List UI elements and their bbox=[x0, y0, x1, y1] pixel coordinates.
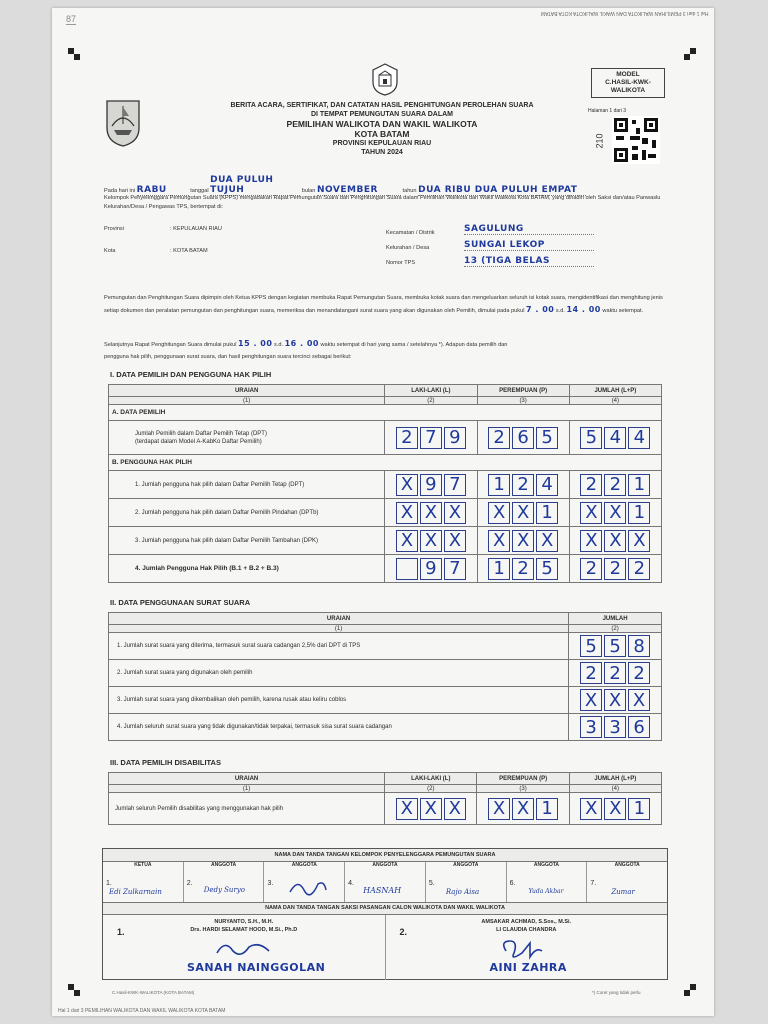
time2-start: 15 . 00 bbox=[238, 339, 273, 348]
digit-box: X bbox=[488, 798, 510, 820]
col-laki: LAKI-LAKI (L) bbox=[385, 385, 477, 397]
col-perempuan: PEREMPUAN (P) bbox=[477, 385, 569, 397]
signature-scribble-icon bbox=[496, 937, 546, 963]
digit-box: 2 bbox=[628, 662, 650, 684]
b-row-laki bbox=[385, 471, 477, 499]
footer-left: C.Hasil-KWK-WALIKOTA (KOTA BATAM) bbox=[112, 990, 195, 995]
s2-row-label: 3. Jumlah surat suara yang dikembalikan oleh pemilih, karena rusak atau keliru coblos bbox=[109, 687, 569, 714]
title-line-2: DI TEMPAT PEMUNGUTAN SUARA DALAM bbox=[310, 111, 454, 118]
kpu-emblem-icon bbox=[370, 62, 400, 96]
location-block bbox=[104, 224, 664, 274]
s2-row-value bbox=[569, 687, 662, 714]
s3-row-label: Jumlah seluruh Pemilih disabilitas yang menggunakan hak pilih bbox=[109, 793, 385, 825]
digit-box: 4 bbox=[536, 474, 558, 496]
digit-box: X bbox=[512, 502, 534, 524]
digit-box: 3 bbox=[580, 716, 602, 738]
b-row-jumlah bbox=[569, 499, 661, 527]
model-line: WALIKOTA bbox=[610, 87, 646, 94]
digit-box: 9 bbox=[420, 558, 442, 580]
col-num: (1) bbox=[109, 625, 569, 633]
kpps-num: 6. bbox=[509, 880, 516, 887]
paragraph-2 bbox=[104, 338, 684, 363]
section-2-title: II. DATA PENGGUNAAN SURAT SUARA bbox=[110, 598, 251, 607]
kpps-cell bbox=[264, 862, 345, 902]
form-code: 210 bbox=[594, 133, 605, 149]
registration-mark bbox=[684, 990, 690, 996]
section-3-title: III. DATA PEMILIH DISABILITAS bbox=[110, 758, 221, 767]
registration-mark bbox=[684, 54, 690, 60]
digit-box: 2 bbox=[488, 427, 510, 449]
a-label: A. DATA PEMILIH bbox=[109, 405, 662, 421]
digit-box: X bbox=[628, 530, 650, 552]
tanggal-value: DUA PULUH TUJUH bbox=[210, 175, 300, 196]
digit-box: X bbox=[396, 474, 418, 496]
tahun-label: tahun bbox=[402, 188, 417, 194]
digit-box: 3 bbox=[604, 716, 626, 738]
b-row-label: 1. Jumlah pengguna hak pilih dalam Daftar Pemilih Tetap (DPT) bbox=[109, 471, 385, 499]
footer-strip: Hal 1 dari 3 PEMILIHAN WALIKOTA DAN WAKIL WALIKOTA KOTA BATAM bbox=[58, 1008, 226, 1014]
para2a-text: Selanjutnya Rapat Penghitungan Suara dimulai pukul bbox=[104, 342, 237, 348]
form-sheet bbox=[52, 8, 714, 1016]
digit-box: 5 bbox=[604, 635, 626, 657]
saksi-num: 2. bbox=[399, 927, 408, 937]
kecamatan-value: SAGULUNG bbox=[464, 224, 594, 235]
digit-box: X bbox=[396, 502, 418, 524]
kpps-num: 2. bbox=[186, 880, 193, 887]
registration-mark bbox=[690, 48, 696, 54]
b-row-label: 3. Jumlah pengguna hak pilih dalam Daftar Pemilih Tambahan (DPK) bbox=[109, 527, 385, 555]
tps-label: Nomor TPS bbox=[386, 260, 416, 266]
digit-box: 2 bbox=[512, 558, 534, 580]
s2-row-label: 2. Jumlah surat suara yang digunakan oleh pemilih bbox=[109, 660, 569, 687]
signature-scribble-icon bbox=[288, 876, 328, 898]
kpps-role: ANGGOTA bbox=[291, 862, 317, 868]
hari-label: Pada hari ini bbox=[104, 188, 136, 194]
digit-box: X bbox=[420, 798, 442, 820]
b-row-jumlah bbox=[569, 471, 661, 499]
digit-box: 2 bbox=[604, 474, 626, 496]
kelurahan-value: SUNGAI LEKOP bbox=[464, 240, 594, 251]
col-laki: LAKI-LAKI (L) bbox=[385, 773, 477, 785]
model-line: C.HASIL-KWK- bbox=[605, 79, 651, 86]
section-2-table bbox=[108, 612, 662, 741]
kpps-num: 4. bbox=[348, 880, 354, 887]
digit-box: 5 bbox=[536, 558, 558, 580]
col-num: (3) bbox=[477, 397, 569, 405]
digit-box: X bbox=[488, 530, 510, 552]
digit-box: 5 bbox=[536, 427, 558, 449]
registration-mark bbox=[74, 54, 80, 60]
b-row-perempuan bbox=[477, 527, 569, 555]
kpps-role: ANGGOTA bbox=[372, 862, 398, 868]
digit-box: X bbox=[444, 798, 466, 820]
s2-row-value bbox=[569, 633, 662, 660]
saksi2-name: AINI ZAHRA bbox=[489, 961, 567, 974]
digit-box: 1 bbox=[488, 474, 510, 496]
form-title bbox=[172, 101, 592, 157]
digit-box: X bbox=[420, 530, 442, 552]
kpps-header: NAMA DAN TANDA TANGAN KELOMPOK PENYELENGGARA PEMUNGUTAN SUARA bbox=[103, 849, 667, 862]
digit-box: 4 bbox=[604, 427, 626, 449]
digit-box: 6 bbox=[628, 716, 650, 738]
b-row-total-label: 4. Jumlah Pengguna Hak Pilih (B.1 + B.2 + B.3) bbox=[109, 555, 385, 583]
digit-box: X bbox=[580, 502, 602, 524]
saksi2-candidate-2: LI CLAUDIA CHANDRA bbox=[496, 927, 557, 933]
kpps-cell bbox=[507, 862, 588, 902]
kpps-num: 3. bbox=[267, 880, 274, 887]
b-row-laki bbox=[385, 499, 477, 527]
b-row-laki bbox=[385, 555, 477, 583]
kpps-cell bbox=[587, 862, 667, 902]
tahun-value: DUA RIBU DUA PULUH EMPAT bbox=[418, 185, 586, 196]
saksi1-candidate-1: NURYANTO, S.H., M.H. bbox=[214, 919, 274, 925]
digit-box: 6 bbox=[512, 427, 534, 449]
kpps-signature: HASNAH bbox=[363, 886, 402, 895]
tps-value: 13 (TIGA BELAS bbox=[464, 256, 594, 267]
digit-box: X bbox=[604, 530, 626, 552]
saksi1-name: SANAH NAINGGOLAN bbox=[187, 961, 326, 974]
kota-label: Kota bbox=[104, 248, 116, 254]
provinsi-value: : KEPULAUAN RIAU bbox=[170, 226, 222, 232]
registration-mark bbox=[690, 984, 696, 990]
digit-box: 8 bbox=[628, 635, 650, 657]
saksi-cell-1 bbox=[103, 915, 386, 980]
digit-box bbox=[396, 558, 418, 580]
a-row-perempuan bbox=[477, 421, 569, 455]
batam-emblem-icon bbox=[104, 98, 142, 148]
title-line-6: TAHUN 2024 bbox=[361, 149, 403, 156]
time1-after: waktu setempat. bbox=[602, 308, 644, 314]
digit-box: X bbox=[580, 689, 602, 711]
digit-box: 5 bbox=[580, 427, 602, 449]
a-row-jumlah bbox=[569, 421, 661, 455]
b-row-perempuan bbox=[477, 499, 569, 527]
kpps-role: KETUA bbox=[134, 862, 152, 868]
kecamatan-label: Kecamatan / Distrik bbox=[386, 230, 435, 236]
date-line bbox=[104, 175, 664, 196]
kpps-role: ANGGOTA bbox=[614, 862, 640, 868]
section-1-title: I. DATA PEMILIH DAN PENGGUNA HAK PILIH bbox=[110, 370, 272, 379]
s2-row-label: 1. Jumlah surat suara yang diterima, termasuk surat suara cadangan 2,5% dari DPT di TPS bbox=[109, 633, 569, 660]
kpps-signature: Rajo Aisa bbox=[445, 888, 480, 896]
digit-box: 2 bbox=[628, 558, 650, 580]
digit-box: 1 bbox=[536, 502, 558, 524]
col-perempuan: PEREMPUAN (P) bbox=[477, 773, 569, 785]
digit-box: X bbox=[512, 798, 534, 820]
time2-end: 16 . 00 bbox=[284, 339, 319, 348]
s2-row-value bbox=[569, 660, 662, 687]
kpps-num: 5. bbox=[428, 880, 435, 887]
digit-box: 2 bbox=[580, 474, 602, 496]
digit-box: X bbox=[580, 530, 602, 552]
footer-right: *) Coret yang tidak perlu bbox=[592, 990, 641, 995]
col-jumlah: JUMLAH (L+P) bbox=[569, 773, 661, 785]
s3-row-laki bbox=[385, 793, 477, 825]
saksi-num: 1. bbox=[117, 927, 125, 937]
bulan-value: NOVEMBER bbox=[317, 185, 401, 196]
digit-box: X bbox=[536, 530, 558, 552]
saksi-row bbox=[103, 915, 667, 980]
saksi-cell-2 bbox=[386, 915, 668, 980]
title-line-5: PROVINSI KEPULAUAN RIAU bbox=[332, 140, 432, 147]
digit-box: 2 bbox=[604, 662, 626, 684]
qr-code-icon bbox=[612, 116, 660, 164]
kpps-role: ANGGOTA bbox=[453, 862, 479, 868]
col-num: (2) bbox=[385, 785, 477, 793]
col-uraian: URAIAN bbox=[109, 385, 385, 397]
paragraph-1 bbox=[104, 292, 664, 317]
digit-box: X bbox=[604, 502, 626, 524]
digit-box: 1 bbox=[628, 474, 650, 496]
digit-box: 1 bbox=[628, 798, 650, 820]
digit-box: 4 bbox=[628, 427, 650, 449]
page-number: 87 bbox=[66, 14, 77, 24]
bulan-label: bulan bbox=[301, 188, 316, 194]
digit-box: X bbox=[444, 502, 466, 524]
digit-box: X bbox=[444, 530, 466, 552]
col-num: (2) bbox=[385, 397, 477, 405]
col-num: (3) bbox=[477, 785, 569, 793]
s3-row-jumlah bbox=[569, 793, 661, 825]
col-uraian: URAIAN bbox=[109, 613, 569, 625]
digit-box: 2 bbox=[580, 558, 602, 580]
kpps-num: 7. bbox=[590, 880, 597, 887]
halaman-label: Halaman 1 dari 3 bbox=[588, 108, 627, 114]
kpps-row bbox=[103, 862, 667, 903]
section-3-table bbox=[108, 772, 662, 825]
time2-sd: s.d. bbox=[273, 342, 284, 348]
b-row-jumlah bbox=[569, 555, 661, 583]
kelurahan-label: Kelurahan / Desa bbox=[386, 245, 430, 251]
model-box bbox=[591, 68, 665, 98]
time2-after: waktu setempat di hari yang sama / setelahnya *). Adapun data pemilih dan bbox=[320, 342, 508, 348]
col-num: (1) bbox=[109, 785, 385, 793]
a-row-laki bbox=[385, 421, 477, 455]
kpps-cell bbox=[345, 862, 426, 902]
tanggal-label: tanggal bbox=[190, 188, 209, 194]
digit-box: 1 bbox=[536, 798, 558, 820]
saksi2-candidate-1: AMSAKAR ACHMAD, S.Sos., M.Si. bbox=[481, 919, 572, 925]
col-jumlah: JUMLAH (L+P) bbox=[569, 385, 661, 397]
b-row-perempuan bbox=[477, 555, 569, 583]
s3-row-perempuan bbox=[477, 793, 569, 825]
kpps-signature: Edi Zulkarnain bbox=[109, 888, 162, 896]
digit-box: X bbox=[604, 689, 626, 711]
model-line: MODEL bbox=[616, 71, 640, 78]
section-1-table bbox=[108, 384, 662, 583]
title-line-1: BERITA ACARA, SERTIFIKAT, DAN CATATAN HASIL PENGHITUNGAN PEROLEHAN SUARA bbox=[230, 102, 534, 109]
kpps-num: 1. bbox=[106, 880, 112, 887]
digit-box: X bbox=[488, 502, 510, 524]
time1-start: 7 . 00 bbox=[526, 305, 555, 314]
col-uraian: URAIAN bbox=[109, 773, 385, 785]
hari-value: RABU bbox=[137, 185, 189, 196]
digit-box: 2 bbox=[604, 558, 626, 580]
digit-box: 9 bbox=[420, 474, 442, 496]
kpps-signature: Zumar bbox=[611, 888, 635, 896]
b-label: B. PENGGUNA HAK PILIH bbox=[109, 455, 662, 471]
signature-scribble-icon bbox=[213, 939, 273, 961]
digit-box: 7 bbox=[420, 427, 442, 449]
saksi-header: NAMA DAN TANDA TANGAN SAKSI PASANGAN CALON WALIKOTA DAN WAKIL WALIKOTA bbox=[103, 903, 667, 915]
signature-block bbox=[102, 848, 668, 980]
digit-box: 1 bbox=[488, 558, 510, 580]
b-row-laki bbox=[385, 527, 477, 555]
col-num: (4) bbox=[569, 397, 661, 405]
s2-row-label: 4. Jumlah seluruh surat suara yang tidak digunakan/tidak terpakai, termasuk sisa surat suara cadangan bbox=[109, 714, 569, 741]
digit-box: 2 bbox=[580, 662, 602, 684]
kpps-cell bbox=[426, 862, 507, 902]
intro-text: Kelompok Penyelenggara Pemungutan Suara (KPPS) mengadakan Rapat Pemungutan Suara dan Penghitungan Suara dalam Pemilihan Walikota dan Wakil Walikota Kota BATAM, yang dihadiri oleh Saksi dan/atau Panwaslu Kelurahan/Desa / Pengawas TPS, bertempat di: bbox=[104, 195, 661, 210]
digit-box: 2 bbox=[512, 474, 534, 496]
kpps-role: ANGGOTA bbox=[210, 862, 237, 868]
digit-box: X bbox=[512, 530, 534, 552]
s2-row-value bbox=[569, 714, 662, 741]
kota-value: : KOTA BATAM bbox=[170, 248, 208, 254]
para2b-text: pengguna hak pilih, penggunaan surat suara, dan hasil penghitungan suara tercinci sebagai berikut: bbox=[104, 354, 352, 360]
digit-box: X bbox=[396, 530, 418, 552]
title-line-4: KOTA BATAM bbox=[354, 129, 410, 139]
header-strip: Hal 1 dari 3 PEMILIHAN WALIKOTA DAN WAKIL WALIKOTA KOTA BATAM bbox=[540, 10, 708, 16]
b-row-jumlah bbox=[569, 527, 661, 555]
registration-mark bbox=[74, 990, 80, 996]
kpps-signature: Dedy Suryo bbox=[203, 886, 245, 894]
saksi1-candidate-2: Drs. HARDI SELAMAT HOOD, M.Si., Ph.D bbox=[190, 927, 298, 933]
digit-box: 7 bbox=[444, 558, 466, 580]
a-row-label: Jumlah Pemilih dalam Daftar Pemilih Tetap (DPT) (terdapat dalam Model A-KabKo Daftar Pemilih) bbox=[109, 421, 385, 455]
digit-box: 5 bbox=[580, 635, 602, 657]
col-jumlah: JUMLAH bbox=[569, 613, 662, 625]
digit-box: X bbox=[420, 502, 442, 524]
digit-box: X bbox=[580, 798, 602, 820]
digit-box: X bbox=[628, 689, 650, 711]
provinsi-label: Provinsi bbox=[104, 226, 124, 232]
digit-box: X bbox=[396, 798, 418, 820]
col-num: (1) bbox=[109, 397, 385, 405]
col-num: (4) bbox=[569, 785, 661, 793]
b-row-label: 2. Jumlah pengguna hak pilih dalam Daftar Pemilih Pindahan (DPTb) bbox=[109, 499, 385, 527]
time1-sd: s.d. bbox=[555, 308, 565, 314]
para1-text: Pemungutan dan Penghitungan Suara dipimpin oleh Ketua KPPS dengan kegiatan membuka Rapat Pemungutan Suara, membuka kotak suara dan mengeluarkan seluruh isi kotak suara, mengidentifikasi dan menghitung jenis setiap dokumen dan peralatan pemungutan dan penghitungan suara, memeriksa dan menandatangani surat suara yang akan digunakan oleh Pemilih, dimulai pada pukul bbox=[104, 295, 663, 314]
b-row-perempuan bbox=[477, 471, 569, 499]
title-line-3: PEMILIHAN WALIKOTA DAN WAKIL WALIKOTA bbox=[286, 119, 478, 129]
kpps-cell bbox=[103, 862, 184, 902]
digit-box: 2 bbox=[396, 427, 418, 449]
kpps-role: ANGGOTA bbox=[533, 862, 560, 868]
digit-box: 9 bbox=[444, 427, 466, 449]
digit-box: 1 bbox=[628, 502, 650, 524]
kpps-cell bbox=[184, 862, 265, 902]
kpps-signature: Yuda Akbar bbox=[528, 888, 564, 895]
digit-box: X bbox=[604, 798, 626, 820]
digit-box: 7 bbox=[444, 474, 466, 496]
time1-end: 14 . 00 bbox=[566, 305, 601, 314]
col-num: (2) bbox=[569, 625, 662, 633]
